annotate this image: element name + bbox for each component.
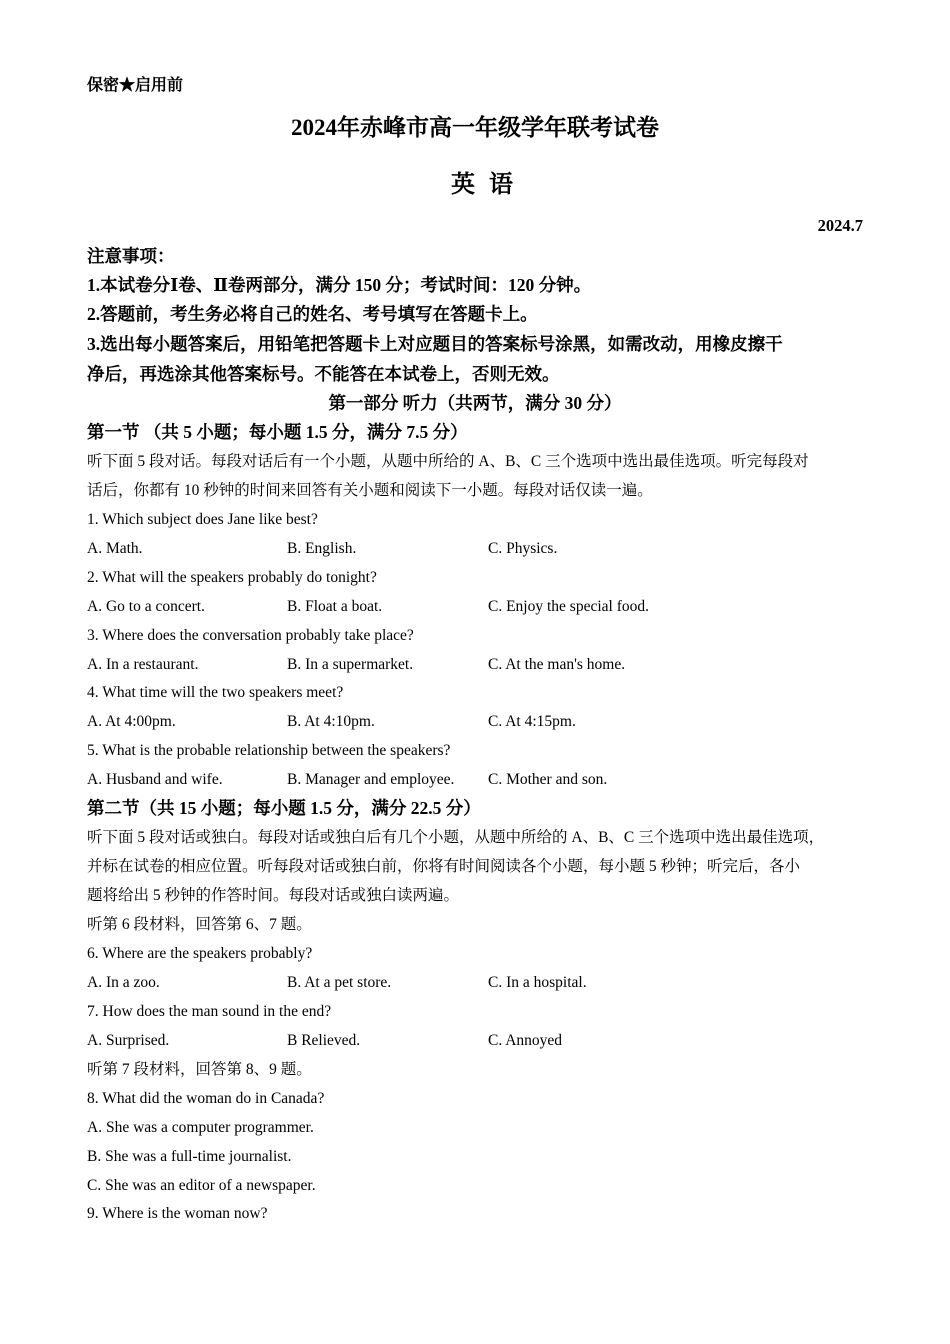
question-5-option-b: B. Manager and employee.	[287, 771, 455, 788]
question-6: 6. Where are the speakers probably?	[87, 945, 313, 962]
question-2-option-b: B. Float a boat.	[287, 598, 383, 615]
notice-heading: 注意事项：	[87, 246, 175, 266]
question-1: 1. Which subject does Jane like best?	[87, 511, 318, 528]
question-1-option-a: A. Math.	[87, 540, 143, 557]
question-1-option-c: C. Physics.	[488, 540, 558, 557]
question-8: 8. What did the woman do in Canada?	[87, 1090, 325, 1107]
section1-heading: 第一节 （共 5 小题；每小题 1.5 分，满分 7.5 分）	[87, 422, 468, 442]
notice-item-3-line-2: 净后，再选涂其他答案标号。不能答在本试卷上，否则无效。	[87, 364, 560, 384]
exam-date: 2024.7	[817, 216, 863, 235]
question-4-option-c: C. At 4:15pm.	[488, 713, 576, 730]
question-5-option-a: A. Husband and wife.	[87, 771, 223, 788]
section2-instruction-line-3: 题将给出 5 秒钟的作答时间。每段对话或独白读两遍。	[87, 887, 460, 904]
question-9: 9. Where is the woman now?	[87, 1205, 268, 1222]
notice-item-2: 2.答题前，考生务必将自己的姓名、考号填写在答题卡上。	[87, 304, 538, 324]
question-7: 7. How does the man sound in the end?	[87, 1003, 332, 1020]
section1-instruction-line-2: 话后，你都有 10 秒钟的时间来回答有关小题和阅读下一小题。每段对话仅读一遍。	[87, 482, 653, 499]
notice-item-3-line-1: 3.选出每小题答案后，用铅笔把答题卡上对应题目的答案标号涂黑，如需改动，用橡皮擦干	[87, 334, 783, 354]
question-7-option-b: B Relieved.	[287, 1032, 361, 1049]
question-5-option-c: C. Mother and son.	[488, 771, 608, 788]
notice-item-1: 1.本试卷分Ⅰ卷、Ⅱ卷两部分，满分 150 分；考试时间：120 分钟。	[87, 275, 592, 295]
confidential-label: 保密★启用前	[87, 77, 184, 94]
question-6-option-a: A. In a zoo.	[87, 974, 160, 991]
question-5: 5. What is the probable relationship between the speakers?	[87, 742, 451, 759]
material-7-note: 听第 7 段材料，回答第 8、9 题。	[87, 1061, 312, 1078]
question-4-option-a: A. At 4:00pm.	[87, 713, 176, 730]
section2-instruction-line-2: 并标在试卷的相应位置。听每段对话或独白前，你将有时间阅读各个小题，每小题 5 秒钟；听完后，各小	[87, 858, 801, 875]
question-6-option-b: B. At a pet store.	[287, 974, 392, 991]
section2-heading: 第二节（共 15 小题；每小题 1.5 分，满分 22.5 分）	[87, 798, 481, 818]
exam-title: 2024年赤峰市高一年级学年联考试卷	[291, 115, 659, 140]
question-8-option-c: C. She was an editor of a newspaper.	[87, 1177, 316, 1194]
question-2: 2. What will the speakers probably do tonight?	[87, 569, 377, 586]
material-6-note: 听第 6 段材料，回答第 6、7 题。	[87, 916, 312, 933]
question-3-option-a: A. In a restaurant.	[87, 656, 199, 673]
question-1-option-b: B. English.	[287, 540, 357, 557]
question-4: 4. What time will the two speakers meet?	[87, 684, 344, 701]
question-3-option-c: C. At the man's home.	[488, 656, 626, 673]
section1-instruction-line-1: 听下面 5 段对话。每段对话后有一个小题，从题中所给的 A、B、C 三个选项中选出最佳选项。听完每段对	[87, 453, 809, 470]
part1-heading: 第一部分 听力（共两节，满分 30 分）	[328, 393, 622, 413]
question-7-option-a: A. Surprised.	[87, 1032, 170, 1049]
question-3: 3. Where does the conversation probably take place?	[87, 627, 414, 644]
question-8-option-b: B. She was a full-time journalist.	[87, 1148, 292, 1165]
question-8-option-a: A. She was a computer programmer.	[87, 1119, 314, 1136]
question-3-option-b: B. In a supermarket.	[287, 656, 414, 673]
question-6-option-c: C. In a hospital.	[488, 974, 587, 991]
question-7-option-c: C. Annoyed	[488, 1032, 563, 1049]
question-2-option-c: C. Enjoy the special food.	[488, 598, 649, 615]
section2-instruction-line-1: 听下面 5 段对话或独白。每段对话或独白后有几个小题，从题中所给的 A、B、C 三个选项中选出最佳选项，	[87, 829, 825, 846]
subject-title: 英语	[451, 172, 527, 198]
question-4-option-b: B. At 4:10pm.	[287, 713, 375, 730]
question-2-option-a: A. Go to a concert.	[87, 598, 205, 615]
